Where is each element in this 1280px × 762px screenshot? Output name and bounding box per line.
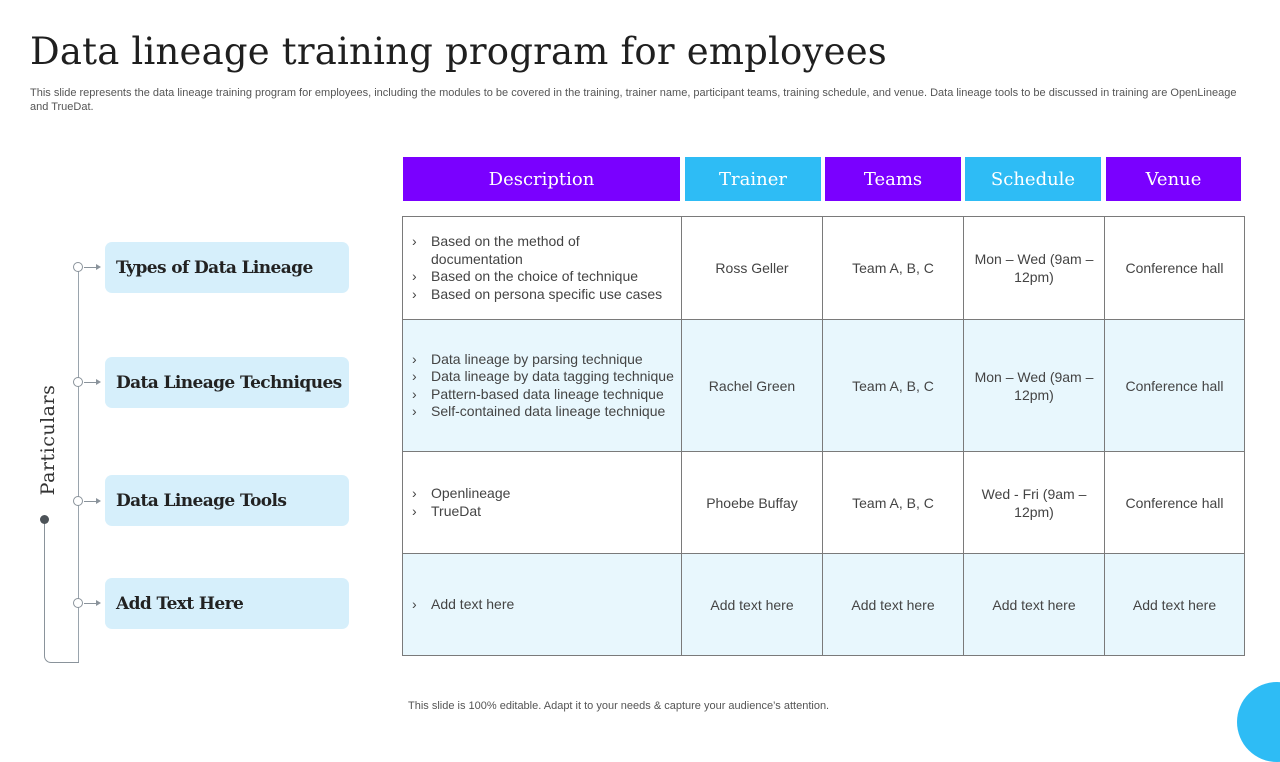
arrow-right-icon	[96, 264, 101, 270]
table-row	[403, 217, 1244, 319]
timeline-node	[73, 496, 83, 506]
table-row	[403, 320, 1244, 451]
timeline-node	[73, 598, 83, 608]
timeline-node	[73, 262, 83, 272]
header-teams: Teams	[825, 157, 961, 201]
description-bullet: › Data lineage by parsing technique	[412, 351, 674, 369]
timeline-node	[73, 377, 83, 387]
description-bullet: › Based on the choice of technique	[412, 268, 675, 286]
cell-schedule: Wed - Fri (9am – 12pm)	[964, 452, 1105, 553]
footer-note: This slide is 100% editable. Adapt it to your needs & capture your audience’s attention.	[408, 700, 830, 712]
description-bullet: › Pattern-based data lineage technique	[412, 386, 674, 404]
cell-schedule: Add text here	[964, 554, 1105, 655]
table-row	[403, 452, 1244, 553]
arrow-right-icon	[96, 600, 101, 606]
table-row	[403, 554, 1244, 655]
cell-schedule: Mon – Wed (9am – 12pm)	[964, 217, 1105, 319]
description-bullet: › TrueDat	[412, 503, 510, 521]
cell-trainer: Rachel Green	[682, 320, 823, 451]
cell-venue: Conference hall	[1125, 377, 1224, 394]
description-bullet: › Add text here	[412, 596, 514, 614]
cell-trainer: Add text here	[682, 554, 823, 655]
cell-schedule: Mon – Wed (9am – 12pm)	[964, 320, 1105, 451]
particular-item-tools: Data Lineage Tools	[105, 475, 349, 526]
timeline-dot	[40, 515, 49, 524]
cell-description	[403, 217, 682, 319]
header-schedule: Schedule	[965, 157, 1101, 201]
cell-trainer: Ross Geller	[682, 217, 823, 319]
cell-venue: Conference hall	[1125, 260, 1224, 276]
cell-description	[403, 320, 682, 451]
cell-venue: Add text here	[1132, 596, 1217, 613]
particular-item-techniques: Data Lineage Techniques	[105, 357, 349, 408]
page-title: Data lineage training program for employees	[30, 30, 887, 73]
arrow-right-icon	[96, 498, 101, 504]
cell-trainer: Phoebe Buffay	[682, 452, 823, 553]
training-table	[402, 216, 1245, 656]
cell-teams: Team A, B, C	[823, 320, 964, 451]
cell-teams: Add text here	[823, 554, 964, 655]
header-venue: Venue	[1106, 157, 1241, 201]
corner-decoration	[1237, 682, 1280, 762]
particular-item-add-text: Add Text Here	[105, 578, 349, 629]
cell-teams: Team A, B, C	[823, 217, 964, 319]
description-bullet: › Self-contained data lineage technique	[412, 403, 674, 421]
page-subtitle: This slide represents the data lineage training program for employees, including the modules to be covered in the training, trainer name, participant teams, training schedule, and venue. Data lineage tools to be discussed in training are OpenLineage and TrueDat.	[30, 87, 1237, 113]
particulars-label: Particulars	[37, 384, 59, 496]
cell-description	[403, 452, 682, 553]
cell-description	[403, 554, 682, 655]
description-bullet: › Based on persona specific use cases	[412, 286, 675, 304]
header-description: Description	[403, 157, 680, 201]
cell-venue: Conference hall	[1125, 494, 1224, 511]
description-bullet: › Data lineage by data tagging technique	[412, 368, 674, 386]
description-bullet: › Openlineage	[412, 485, 510, 503]
particular-item-types: Types of Data Lineage	[105, 242, 349, 293]
timeline-loop	[44, 520, 79, 663]
arrow-right-icon	[96, 379, 101, 385]
description-bullet: › Based on the method of documentation	[412, 233, 675, 268]
cell-teams: Team A, B, C	[823, 452, 964, 553]
header-trainer: Trainer	[685, 157, 821, 201]
